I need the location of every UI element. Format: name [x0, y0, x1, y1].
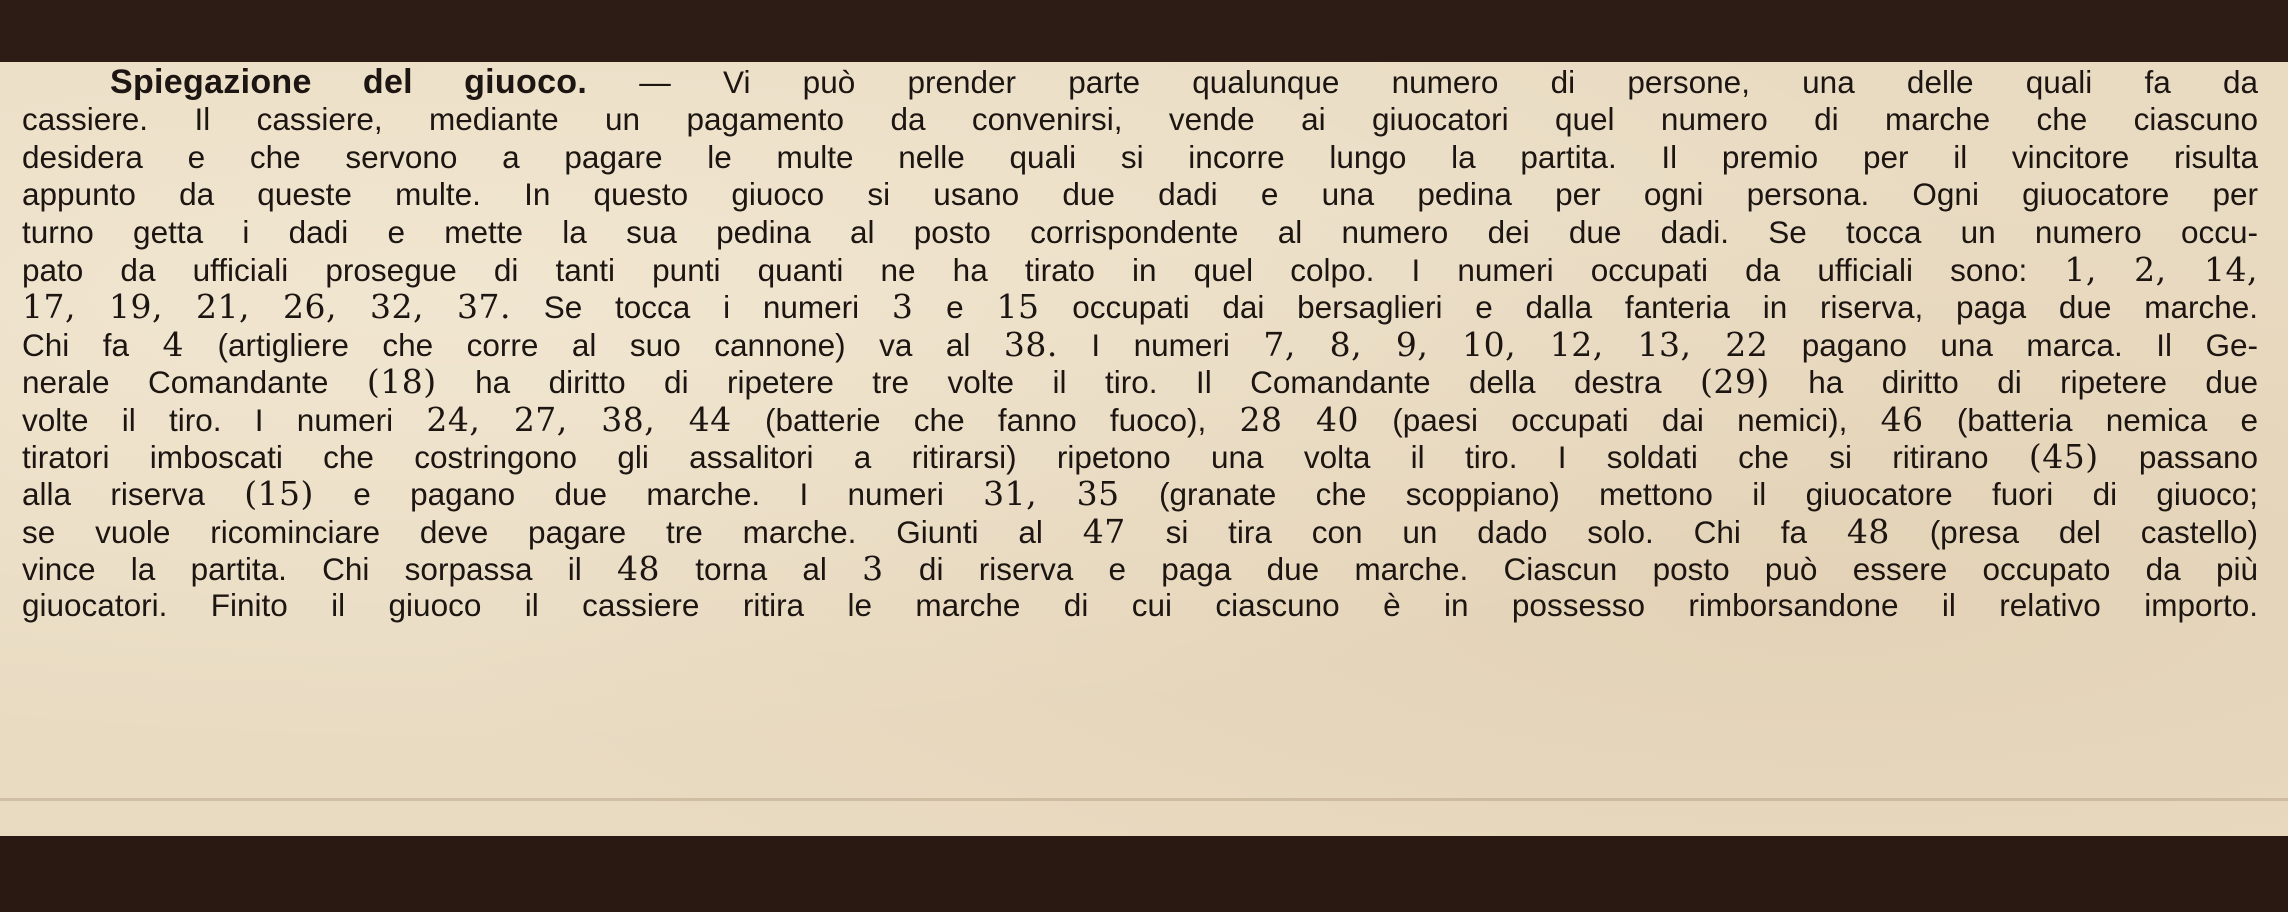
text-line	[22, 513, 2258, 550]
text-line	[22, 438, 2258, 475]
text-segment: I numeri	[1057, 326, 1264, 363]
text-segment: e	[913, 289, 997, 326]
text-line	[22, 587, 2258, 624]
number-ref: 47	[1082, 511, 1126, 551]
text-segment: pato da ufficiali prosegue di tanti punti quanti ne ha tirato in quel colpo. I numeri occupati da ufficiali sono:	[22, 251, 2065, 288]
number-ref: 48	[1846, 511, 1890, 551]
text-segment: (presa del castello)	[1889, 513, 2259, 550]
text-segment: cassiere. Il cassiere, mediante un pagamento da convenirsi, vende ai giuocatori quel numero di marche che ciascuno	[22, 101, 2258, 138]
text-segment: vince la partita. Chi sorpassa il	[22, 551, 618, 588]
text-segment: si tira con un dado solo. Chi fa	[1125, 513, 1847, 550]
rules-text-block	[22, 64, 2258, 625]
text-segment: occupati dai bersaglieri e dalla fanteria in riserva, paga due marche.	[1039, 289, 2258, 326]
text-segment: volte il tiro. I numeri	[22, 401, 427, 438]
text-segment: appunto da queste multe. In questo giuoco si usano due dadi e una pedina per ogni persona. Ogni giuocatore per	[22, 176, 2258, 213]
number-ref: (29)	[1700, 362, 1770, 402]
text-segment: — Vi può prender parte qualunque numero di persone, una delle quali fa da	[587, 64, 2258, 100]
text-segment: Se tocca i numeri	[510, 289, 892, 326]
text-segment: (artigliere che corre al suo cannone) va al	[184, 326, 1004, 363]
number-ref: 17, 19, 21, 26, 32, 37.	[22, 287, 511, 327]
number-ref: (45)	[2028, 436, 2099, 476]
number-ref: 3	[862, 549, 884, 589]
text-line	[22, 326, 2258, 363]
number-ref: 1, 2, 14,	[2064, 249, 2258, 289]
text-segment: (paesi occupati dai nemici),	[1358, 401, 1881, 438]
number-ref: 7, 8, 9, 10, 12, 13, 22	[1263, 324, 1769, 364]
text-segment: ha diritto di ripetere tre volte il tiro. Il Comandante della destra	[436, 364, 1700, 401]
text-segment: nerale Comandante	[22, 364, 367, 401]
text-segment: di riserva e paga due marche. Ciascun posto può essere occupato da più	[883, 551, 2258, 588]
number-ref: 48	[617, 549, 661, 589]
text-line	[22, 251, 2258, 288]
text-segment: pagano una marca. Il Ge-	[1768, 326, 2258, 363]
text-line	[22, 401, 2258, 438]
text-segment: ha diritto di ripetere due	[1769, 364, 2258, 401]
text-segment: e pagano due marche. I numeri	[313, 476, 984, 513]
number-ref: 28 40	[1239, 399, 1359, 439]
number-ref: 31, 35	[983, 474, 1120, 514]
text-line	[22, 288, 2258, 325]
text-segment: alla riserva	[22, 476, 245, 513]
text-segment: (granate che scoppiano) mettono il giuocatore fuori di giuoco;	[1119, 476, 2258, 513]
text-line	[22, 363, 2258, 400]
text-line	[22, 64, 2258, 101]
top-dark-band	[0, 0, 2288, 62]
text-line	[22, 139, 2258, 176]
bottom-dark-band	[0, 836, 2288, 912]
text-segment: (batteria nemica e	[1923, 401, 2259, 438]
text-segment: Chi fa	[22, 326, 163, 363]
text-segment: torna al	[660, 551, 863, 588]
text-segment: (batterie che fanno fuoco),	[731, 401, 1240, 438]
number-ref: (15)	[244, 474, 314, 514]
text-line	[22, 101, 2258, 138]
text-segment: tiratori imboscati che costringono gli assalitori a ritirarsi) ripetono una volta il tiro. I soldati che si ritirano	[22, 438, 2029, 475]
text-line	[22, 475, 2258, 512]
text-segment: desidera e che servono a pagare le multe nelle quali si incorre lungo la partita. Il premio per il vincitore risulta	[22, 138, 2258, 175]
text-line	[22, 214, 2258, 251]
text-segment: turno getta i dadi e mette la sua pedina al posto corrispondente al numero dei due dadi. Se tocca un numero occu-	[22, 213, 2258, 250]
text-segment: passano	[2098, 438, 2258, 475]
text-line	[22, 550, 2258, 587]
text-line	[22, 176, 2258, 213]
document-title: Spiegazione del giuoco.	[110, 63, 588, 101]
number-ref: 24, 27, 38, 44	[426, 399, 732, 439]
text-segment: se vuole ricominciare deve pagare tre marche. Giunti al	[22, 513, 1083, 550]
number-ref: 46	[1880, 399, 1924, 439]
number-ref: 4	[162, 324, 185, 364]
number-ref: 15	[996, 287, 1040, 327]
number-ref: (18)	[366, 362, 437, 402]
text-segment: giuocatori. Finito il giuoco il cassiere ritira le marche di cui ciascuno è in possesso rimborsandone il relativo importo.	[22, 587, 2258, 624]
number-ref: 3	[891, 287, 914, 327]
number-ref: 38.	[1003, 324, 1058, 364]
paper-fold-line	[0, 798, 2288, 801]
